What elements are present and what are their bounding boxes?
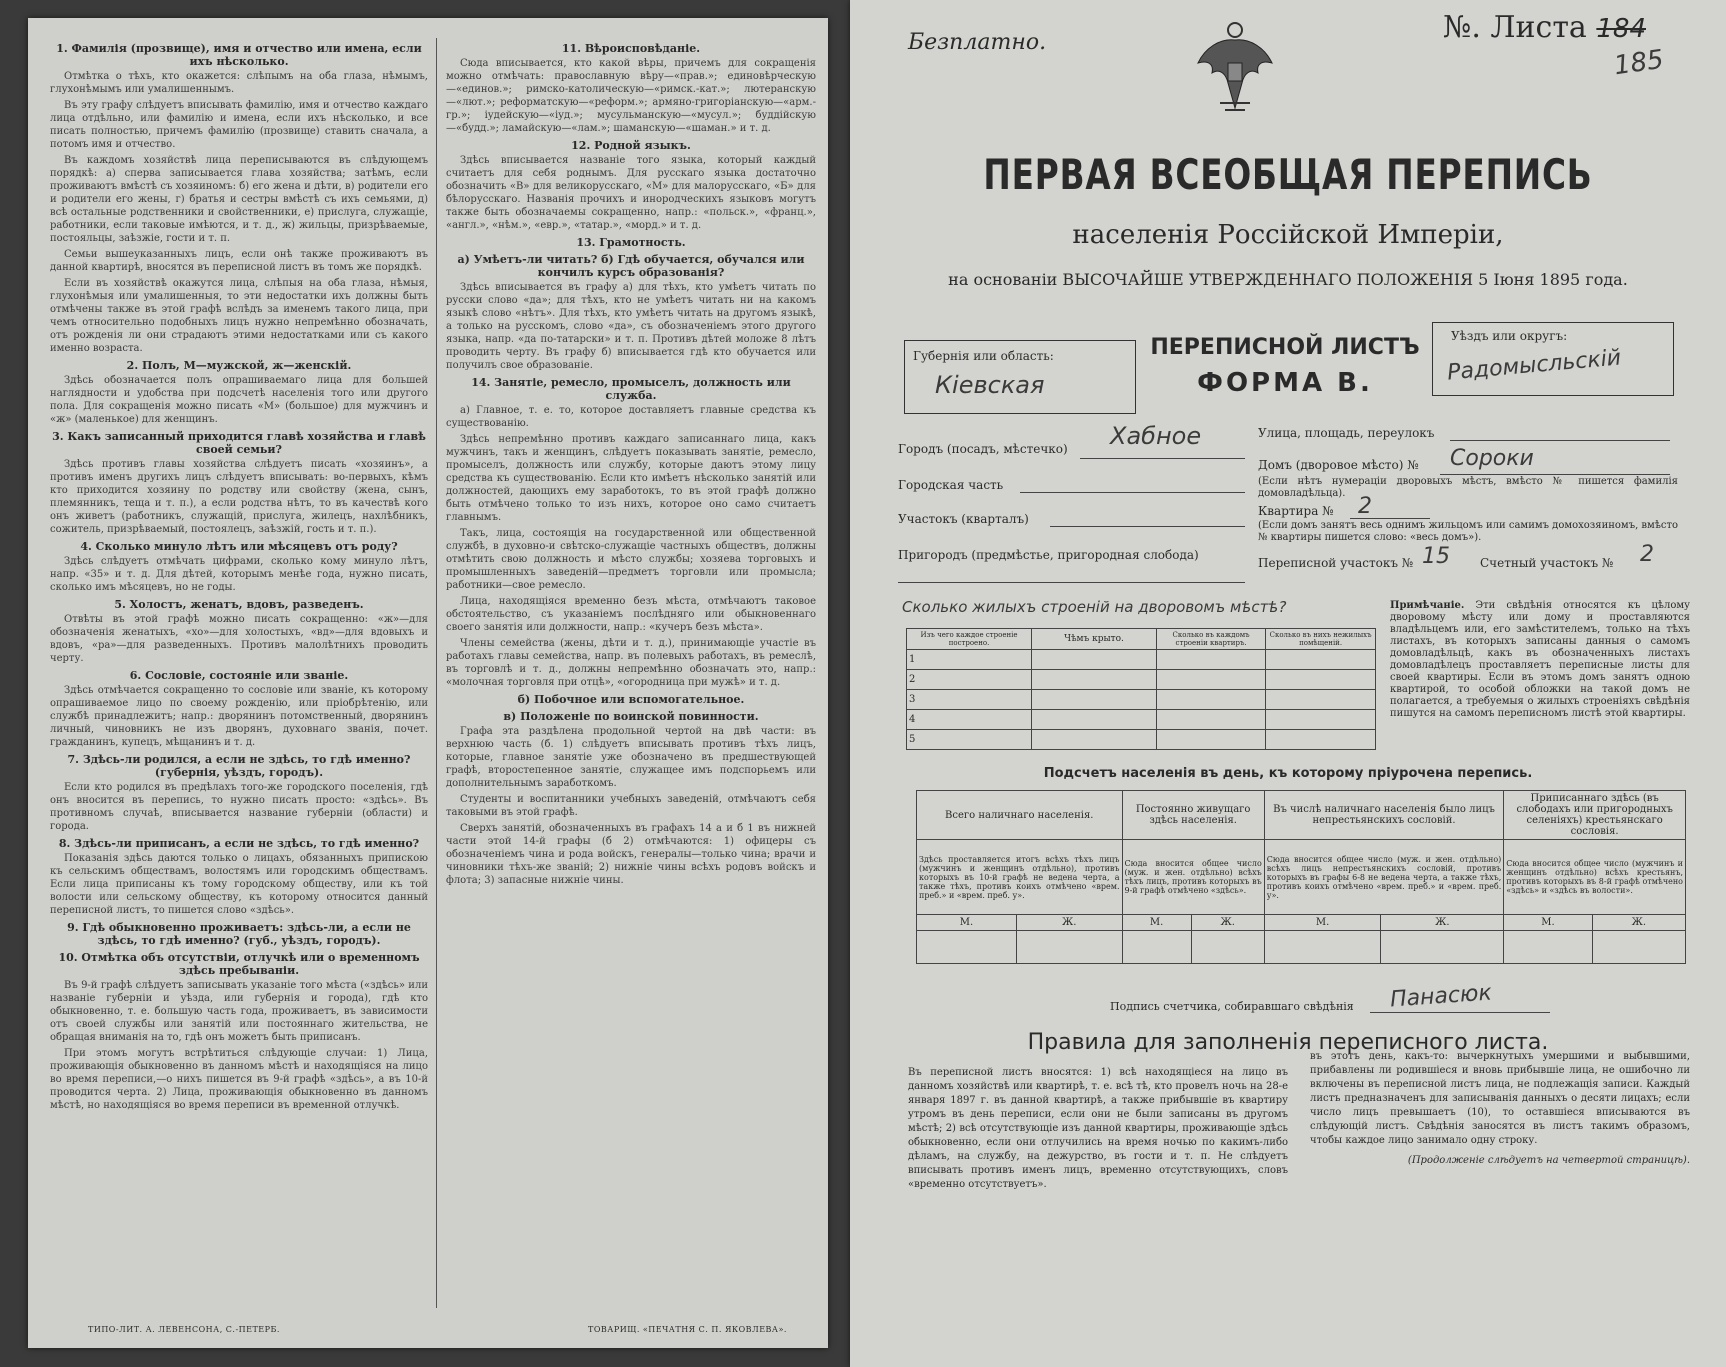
perepisnoi-label: Переписной участокъ № (1258, 556, 1414, 570)
guberniya-value[interactable]: Кіевская (935, 371, 1045, 399)
count-value-cell[interactable] (1017, 931, 1123, 964)
buildings-table (906, 628, 1376, 750)
count-col-desc: Здѣсь проставляется итогъ всѣхъ тѣхъ лицъ (мужчинъ и женщинъ отдѣльно), противъ которыхъ въ 10-й графѣ не ведена черта, а также тѣхъ, противъ коихъ отмѣчено «врем. преб.» и «врем. преб. у». (917, 840, 1123, 915)
paragraph: Отмѣтка о тѣхъ, кто окажется: слѣпымъ на оба глаза, нѣмымъ, глухонѣмымъ или умалишеннымъ. (50, 71, 428, 95)
kvartira-note: (Если домъ занятъ весь однимъ жильцомъ или самимъ домохозяиномъ, вмѣсто № квартиры пишется слово: «весь домъ»). (1258, 520, 1679, 543)
paragraph: Здѣсь непремѣнно противъ каждаго записаннаго лица, какъ мужчинъ, такъ и женщинъ, слѣдуетъ показывать занятіе, ремесло, промыселъ, должность или службу, которые даютъ этому лицу средства къ существованію. Если кто имѣетъ нѣсколько занятій или должностей, дающихъ ему заработокъ, то въ этой графѣ должно быть отмѣчено только то изъ нихъ, которое оно само считаетъ главнымъ. (446, 434, 816, 523)
count-row (917, 791, 1686, 840)
count-title: Подсчетъ населенія въ день, къ которому пріурочена перепись. (1043, 766, 1533, 781)
building-row (907, 710, 1376, 730)
sheet-number-crossed: 184 (1596, 14, 1646, 44)
building-row (907, 650, 1376, 670)
form-title: ПЕРЕПИСНОЙ ЛИСТЪ (1150, 335, 1420, 360)
building-cell[interactable] (1157, 710, 1266, 730)
section-heading: 6. Сословіе, состояніе или званіе. (129, 669, 349, 682)
section-heading: 10. Отмѣтка объ отсутствіи, отлучкѣ или о временномъ здѣсь пребываніи. (58, 951, 420, 977)
note-text: Эти свѣдѣнія относятся къ цѣлому дворовому мѣсту или дому и проставляются владѣльцемъ или, его замѣстителемъ, только на тѣхъ листахъ, въ которыхъ записаны данныя о самомъ домовладѣльцѣ, какъ въ обозначенныхъ листахъ домовладѣлецъ проставляетъ переписные листы для своей квартиры. Если въ этомъ домъ занятъ одною квартирой, то особой обложки на такой домъ не полагается, а требуемыя о жилыхъ строеніяхъ свѣдѣнія пишутся на самомъ переписномъ листѣ этой квартиры. (1390, 600, 1690, 719)
kvartira-line (1350, 518, 1430, 519)
sheet-number (1443, 10, 1646, 45)
building-cell[interactable] (1032, 730, 1157, 750)
uezd-label: Уѣздъ или округъ: (1451, 329, 1568, 343)
count-table (916, 790, 1686, 964)
ulitsa-line (1450, 440, 1670, 441)
col-roof: Чѣмъ крыто. (1032, 629, 1157, 650)
building-cell[interactable] (1266, 650, 1376, 670)
section-heading: 9. Гдѣ обыкновенно проживаетъ: здѣсь-ли, а если не здѣсь, то гдѣ именно? (губ., уѣздъ, городъ). (67, 921, 411, 947)
count-value-cell[interactable] (1264, 931, 1381, 964)
row-number: 2 (907, 670, 1032, 690)
section-heading: 3. Какъ записанный приходится главѣ хозяйства и главѣ своей семьи? (52, 430, 426, 456)
paragraph: Въ 9-й графѣ слѣдуетъ записывать указаніе того мѣста («здѣсь» или названіе губерніи и уѣзда, или губернія и города), гдѣ кто обыкновенно, т. е. большую часть года, проживаетъ, въ зависимости отъ своей службы или занятій или постояннаго жительства, не обращая вниманія на то, гдѣ онъ можетъ быть приписанъ. (50, 980, 428, 1043)
col-nonresidential: Сколько въ нихъ нежилыхъ помѣщеній. (1266, 629, 1376, 650)
row-number: 1 (907, 650, 1032, 670)
gorod-value[interactable]: Хабное (1110, 422, 1202, 450)
free-label: Безплатно. (908, 30, 1047, 55)
col-material: Изъ чего каждое строеніе построено. (907, 629, 1032, 650)
dom-line (1440, 474, 1670, 475)
uchastok-label: Участокъ (кварталъ) (898, 512, 1029, 526)
building-cell[interactable] (1266, 710, 1376, 730)
paragraph: Семьи вышеуказанныхъ лицъ, если онѣ также проживаютъ въ данной квартирѣ, вносятся въ переписной листъ въ томъ же порядкѣ. (50, 249, 428, 273)
section-heading: 12. Родной языкъ. (571, 139, 691, 152)
signature-line (1370, 1012, 1550, 1013)
sheet-number-label: №. Листа (1443, 10, 1587, 45)
building-cell[interactable] (1157, 650, 1266, 670)
building-cell[interactable] (1032, 650, 1157, 670)
uchastok-line (1050, 526, 1245, 527)
guberniya-label: Губернія или область: (913, 349, 1054, 363)
chast-label: Городская часть (898, 478, 1004, 492)
section-heading: 11. Вѣроисповѣданіе. (561, 42, 701, 55)
male-label: М. (917, 915, 1017, 931)
count-col-desc: Сюда вносится общее число (муж. и жен. отдѣльно) всѣхъ тѣхъ лицъ, противъ которыхъ въ 9-й графѣ отмѣчено «здѣсь». (1122, 840, 1264, 915)
paragraph: Здѣсь противъ главы хозяйства слѣдуетъ писать «хозяинъ», а противъ именъ другихъ лицъ слѣдуетъ вписывать: во-первыхъ, кѣмъ кто приходится хозяину по родству или свойству (жена, сынъ, племянникъ, теща и т. п.), а если родства нѣтъ, то въ качествѣ кого онъ живетъ (работникъ, служащій, прислуга, жилецъ, нахлѣбникъ, сожитель, призрѣваемый, постоялецъ, заѣзжій, гость и т. п.). (50, 459, 428, 535)
count-value-cell[interactable] (1592, 931, 1685, 964)
paragraph: а) Главное, т. е. то, которое доставляетъ главные средства къ существованію. (446, 405, 816, 429)
count-col-desc: Сюда вносится общее число (муж. и жен. отдѣльно) всѣхъ лицъ непрестьянскихъ сословій, противъ которыхъ въ графы 6-8 не ведена черта, а также тѣхъ, противъ коихъ отмѣчено «врем. преб.» и «врем. преб. у». (1264, 840, 1504, 915)
main-title: ПЕРВАЯ ВСЕОБЩАЯ ПЕРЕПИСЬ (983, 150, 1593, 199)
building-cell[interactable] (1266, 730, 1376, 750)
uezd-box (1432, 322, 1674, 396)
gorod-label: Городъ (посадъ, мѣстечко) (898, 442, 1068, 456)
section-heading: в) Положеніе по воинской повинности. (503, 710, 759, 723)
printer-imprint-left: ТИПО-ЛИТ. А. ЛЕВЕНСОНА, С.-ПЕТЕРБ. (88, 1325, 280, 1334)
prigorod-label: Пригородъ (предмѣстье, пригородная слобода) (898, 548, 1199, 562)
section-heading: 7. Здѣсь-ли родился, а если не здѣсь, то гдѣ именно? (губернія, уѣздъ, городъ). (67, 753, 411, 779)
female-label: Ж. (1017, 915, 1123, 931)
ulitsa-label: Улица, площадь, переулокъ (1258, 426, 1435, 440)
section-heading: 5. Холостъ, женатъ, вдовъ, разведенъ. (114, 598, 364, 611)
buildings-title: Сколько жилыхъ строеній на дворовомъ мѣстѣ? (902, 598, 1287, 616)
paragraph: Графа эта раздѣлена продольной чертой на двѣ части: въ верхнюю часть (б. 1) слѣдуетъ вписывать противъ тѣхъ лицъ, которые, главное занятіе уже обозначено въ предшествующей графѣ, второстепенное занятіе, служащее имъ подспорьемъ или дополнительнымъ заработкомъ. (446, 726, 816, 789)
signature-label: Подпись счетчика, собиравшаго свѣдѣнія (1110, 1000, 1354, 1013)
rules-col2 (1310, 1050, 1690, 1168)
paragraph: Здѣсь обозначается полъ опрашиваемаго лица для большей наглядности и удобства при подсчетѣ населенія того или другого пола. Для сокращенія можно писать «М» (большое) для мужчинъ и «ж» (маленькое) для женщинъ. (50, 375, 428, 425)
female-label: Ж. (1191, 915, 1264, 931)
paragraph: Студенты и воспитанники учебныхъ заведеній, отмѣчаютъ себя таковыми въ этой графѣ. (446, 794, 816, 818)
male-label: М. (1504, 915, 1592, 931)
male-label: М. (1264, 915, 1381, 931)
section-heading: 2. Полъ, М—мужской, ж—женскій. (126, 359, 352, 372)
paragraph: Такъ, лица, состоящія на государственной или общественной службѣ, в духовно-и свѣтско-служащіе частныхъ обществъ, должны отмѣтить свою должность и мѣсто службы; хозяева торговыхъ и промышленныхъ заведеній—предметъ торговли или промысла; работники—свое ремесло. (446, 528, 816, 591)
paragraph: Члены семейства (жены, дѣти и т. д.), принимающіе участіе въ работахъ главы семейства, напр. въ полевыхъ работахъ, въ ремеслѣ, въ торговлѣ и т. д., должны непремѣнно обозначать это, напр.: «молочная торговля при отцѣ», «огородница при мужѣ» и т. д. (446, 638, 816, 688)
gorod-line (1080, 458, 1245, 459)
paragraph: Сюда вписывается, кто какой вѣры, причемъ для сокращенія можно отмѣчать: православную вѣру—«прав.»; единовѣрческую—«единов.»; римско-католическую—«римск.-кат.»; лютеранскую—«лют.»; реформатскую—«реформ.»; армяно-григоріанскую—«арм.-гр.»; іудейскую—«іуд.»; мусульманскую—«мусул.»; буддійскую—«будд.»; ламайскую—«лам.»; шаманскую—«шаман.» и т. д. (446, 58, 816, 134)
building-cell[interactable] (1266, 670, 1376, 690)
count-col-head: Постоянно живущаго здѣсь населенія. (1122, 791, 1264, 840)
dom-note: (Если нѣтъ нумераціи дворовыхъ мѣстъ, вмѣсто № пишется фамилія домовладѣльца). (1258, 476, 1678, 499)
count-row (917, 931, 1686, 964)
building-cell[interactable] (1032, 670, 1157, 690)
paragraph: Здѣсь вписывается въ графу а) для тѣхъ, кто умѣетъ читать по русски слово «да»; для тѣхъ, кто не умѣетъ читать ни на какомъ языкѣ слово «нѣтъ». Для тѣхъ, кто умѣетъ читать на другомъ языкѣ, а только на русскомъ, слово «да», съ обозначеніемъ этого другого языка, напр. «да по-татарски» и т. п. Противъ дѣтей моложе 8 лѣтъ проводить черту. Въ графу б) вписывается гдѣ кто обучается или получилъ свое образованіе. (446, 282, 816, 371)
building-row (907, 670, 1376, 690)
schetny-label: Счетный участокъ № (1480, 556, 1614, 570)
row-number: 3 (907, 690, 1032, 710)
count-col-desc: Сюда вносится общее число (мужчинъ и женщинъ отдѣльно) всѣхъ крестьянъ, противъ которыхъ въ 8-й графѣ отмѣчено «здѣсь» и «здѣсь въ волости». (1504, 840, 1686, 915)
right-column (446, 38, 816, 890)
rules-title: Правила для заполненія переписного листа. (1027, 1030, 1549, 1055)
buildings-note (1390, 600, 1690, 720)
count-col-head: Въ числѣ наличнаго населенія было лицъ непрестьянскихъ сословій. (1264, 791, 1504, 840)
paragraph: Показанія здѣсь даются только о лицахъ, обязанныхъ припискою къ сельскимъ обществамъ, волостямъ или городскимъ обществамъ. Если лица приписаны къ тому городскому обществу, или къ той волости или сельскому обществу, къ которому относится данный переписной листъ, то пишется слово «здѣсь». (50, 853, 428, 916)
paragraph: Въ эту графу слѣдуетъ вписывать фамилію, имя и отчество каждаго лица отдѣльно, или фамилію и имена, если ихъ нѣсколько, и все писать полностью, причемъ фамилію (прозвище) ставить сначала, а потомъ имя и отчество. (50, 100, 428, 150)
building-row (907, 730, 1376, 750)
dom-label: Домъ (дворовое мѣсто) № (1258, 458, 1419, 472)
row-number: 5 (907, 730, 1032, 750)
count-value-cell[interactable] (1504, 931, 1592, 964)
kvartira-value[interactable]: 2 (1358, 494, 1372, 519)
building-cell[interactable] (1157, 690, 1266, 710)
column-divider (436, 38, 437, 1308)
uezd-value[interactable]: Радомысльскій (1446, 345, 1623, 386)
section-heading: 14. Занятіе, ремесло, промыселъ, должность или служба. (471, 376, 791, 402)
perepisnoi-value[interactable]: 15 (1422, 544, 1450, 569)
row-number: 4 (907, 710, 1032, 730)
note-heading: Примѣчаніе. (1390, 600, 1465, 611)
building-cell[interactable] (1032, 690, 1157, 710)
rules-continued: (Продолженіе слѣдуетъ на четвертой страницѣ). (1407, 1155, 1690, 1166)
legal-basis: на основаніи ВЫСОЧАЙШЕ УТВЕРЖДЕННАГО ПОЛОЖЕНІЯ 5 Іюня 1895 года. (948, 270, 1628, 289)
paragraph: При этомъ могутъ встрѣтиться слѣдующіе случаи: 1) Лица, проживающія обыкновенно въ данномъ мѣстѣ и находящіяся на лицо во время переписи,—о нихъ пишется въ 9-й графѣ «здѣсь», а въ 10-й проводится черта. 2) Лица, проживающія обыкновенно въ данномъ мѣстѣ, но находящіяся во время переписи въ временной отлучкѣ. (50, 1048, 428, 1111)
section-heading: 13. Грамотность. (576, 236, 686, 249)
section-heading: 1. Фамилія (прозвище), имя и отчество или имена, если ихъ нѣсколько. (56, 42, 422, 68)
count-value-cell[interactable] (1381, 931, 1504, 964)
count-row (917, 840, 1686, 915)
guberniya-box (904, 340, 1136, 414)
section-heading: а) Умѣетъ-ли читать? б) Гдѣ обучается, обучался или кончилъ курсъ образованія? (457, 253, 805, 279)
left-page (28, 18, 828, 1348)
count-col-head: Всего наличнаго населенія. (917, 791, 1123, 840)
chast-line (1020, 492, 1245, 493)
section-heading: 4. Сколько минуло лѣтъ или мѣсяцевъ отъ роду? (80, 540, 398, 553)
building-cell[interactable] (1032, 710, 1157, 730)
signature-value[interactable]: Панасюк (1389, 980, 1493, 1013)
paragraph: Если кто родился въ предѣлахъ того-же городского поселенія, гдѣ онъ вносится въ перепись, то нужно писать просто: «здѣсь». Въ противномъ случаѣ, вписывается название губерніи (области) и города. (50, 782, 428, 832)
form-title-block (1150, 335, 1420, 398)
dom-value[interactable]: Сороки (1450, 446, 1534, 471)
count-row (917, 915, 1686, 931)
schetny-value[interactable]: 2 (1640, 542, 1654, 567)
rules-col1: Въ переписной листъ вносятся: 1) всѣ находящіеся на лицо въ данномъ хозяйствѣ или квартирѣ, т. е. всѣ тѣ, кто провелъ ночь на 28-е января 1897 г. въ данной квартирѣ, а также прибывшіе въ квартиру утромъ въ день переписи, если они не были записаны въ другомъ мѣстѣ; 2) всѣ отсутствующіе изъ данной квартиры, проживающіе здѣсь обыкновенно, если они отлучились на время ночью по какимъ-либо дѣламъ, на службу, на дежурство, въ гости и т. п. Не слѣдуетъ вписывать противъ именъ лицъ, временно отсутствующихъ, словъ «временно отсутствуетъ». (908, 1067, 1288, 1190)
paragraph: Лица, находящіяся временно безъ мѣста, отмѣчаютъ таковое обстоятельство, съ указаніемъ послѣдняго или обыкновеннаго своего занятія или должности, напр.: «кучеръ безъ мѣста». (446, 596, 816, 633)
paragraph: Здѣсь отмѣчается сокращенно то сословіе или званіе, къ которому опрашиваемое лицо по своему рожденію, или пріобрѣтенію, или службѣ принадлежитъ; напр.: дворянинъ потомственный, дворянинъ личный, чиновникъ не изъ дворянъ, духовнаго званія, почет. гражданинъ, купецъ, мѣщанинъ и т. д. (50, 685, 428, 748)
count-value-cell[interactable] (1122, 931, 1191, 964)
prigorod-line (898, 582, 1245, 583)
section-heading: б) Побочное или вспомогательное. (517, 693, 745, 706)
count-value-cell[interactable] (1191, 931, 1264, 964)
paragraph: Если въ хозяйствѣ окажутся лица, слѣпыя на оба глаза, нѣмыя, глухонѣмыя или умалишенныя, то эти недостатки ихъ должны быть отмѣчены также въ этой графѣ вслѣдъ за именемъ такого лица, при чемъ относительно подобныхъ лицъ нужно непремѣнно обозначать, отъ рожденія ли они страдаютъ этими недостатками или съ какого именно возраста. (50, 278, 428, 354)
count-value-cell[interactable] (917, 931, 1017, 964)
building-cell[interactable] (1157, 730, 1266, 750)
paragraph: Сверхъ занятій, обозначенныхъ въ графахъ 14 а и б 1 въ нижней части этой 14-й графы (б 2) отмѣчаются: 1) офицеры съ обозначеніемъ чина и рода войскъ, генералы—только чина; врачи и чиновники тѣхъ-же званій; 2) нижніе чины всѣхъ родовъ войскъ и флота; 3) запасные нижніе чины. (446, 823, 816, 886)
col-apartments: Сколько въ каждомъ строеніи квартиръ. (1157, 629, 1266, 650)
rules-col2-text: въ этотъ день, какъ-то: вычеркнутыхъ умершими и выбывшими, прибавлены ли родившіеся и вновь прибывшіе лица, не ошибочно ли включены въ переписной листъ лица, не подлежащія записи. Каждый листъ предназначенъ для записыванія данныхъ о десяти лицахъ; если число лицъ превышаетъ (10), то оставшіеся вписываются въ слѣдующій листъ. Свѣдѣнія заносятся въ листъ такимъ образомъ, чтобы каждое лицо занимало одну строку. (1310, 1051, 1690, 1146)
printer-imprint-right: ТОВАРИЩ. «ПЕЧАТНЯ С. П. ЯКОВЛЕВА». (588, 1325, 787, 1334)
double-headed-eagle-emblem (1190, 18, 1280, 118)
building-row (907, 690, 1376, 710)
paragraph: Здѣсь слѣдуетъ отмѣчать цифрами, сколько кому минуло лѣтъ, напр. «35» и т. д. Для дѣтей, которымъ менѣе года, нужно писать, сколько имъ мѣсяцевъ, но не годы. (50, 556, 428, 593)
paragraph: Отвѣты въ этой графѣ можно писать сокращенно: «ж»—для обозначенія женатыхъ, «хо»—для холостыхъ, «вд»—для вдовыхъ и вдовъ, «ра»—для разведенныхъ. Противъ малолѣтнихъ проводить черту. (50, 614, 428, 664)
left-column (50, 38, 428, 1115)
male-label: М. (1122, 915, 1191, 931)
paragraph: Здѣсь вписывается названіе того языка, который каждый считаетъ для себя роднымъ. Для русскаго языка достаточно обозначить «В» для великорусскаго, «М» для малорусскаго, «Б» для бѣлорусскаго. Названія прочихъ и инородческихъ языковъ могутъ также быть обозначаемы сокращенно, напр.: «польск.», «франц.», «англ.», «нѣм.», «евр.», «татар.», «морд.» и т. д. (446, 155, 816, 231)
female-label: Ж. (1592, 915, 1685, 931)
section-heading: 8. Здѣсь-ли приписанъ, а если не здѣсь, то гдѣ именно? (58, 837, 420, 850)
count-col-head: Приписаннаго здѣсь (въ слободахъ или пригородныхъ селеніяхъ) крестьянскаго сословія. (1504, 791, 1686, 840)
paragraph: Въ каждомъ хозяйствѣ лица переписываются въ слѣдующемъ порядкѣ: а) сперва записывается глава хозяйства; затѣмъ, если проживаютъ вмѣстѣ съ хозяиномъ: б) его жена и дѣти, в) родители его и родители его жены, г) братья и сестры вмѣстѣ съ ихъ семьями, д) всѣ остальные родственники и свойственники, е) прислуга, служащіе, работники, если таковые имѣются, и т. д., ж) жильцы, призрѣваемые, постояльцы, заѣзжіе, гости и т. п. (50, 155, 428, 244)
kvartira-label: Квартира № (1258, 504, 1334, 518)
building-cell[interactable] (1157, 670, 1266, 690)
female-label: Ж. (1381, 915, 1504, 931)
subtitle: населенія Россійской Имперіи, (1072, 220, 1504, 250)
building-cell[interactable] (1266, 690, 1376, 710)
census-form-page (850, 0, 1726, 1367)
form-type: ФОРМА В. (1197, 368, 1373, 398)
sheet-number-handwritten: 185 (1612, 44, 1666, 82)
